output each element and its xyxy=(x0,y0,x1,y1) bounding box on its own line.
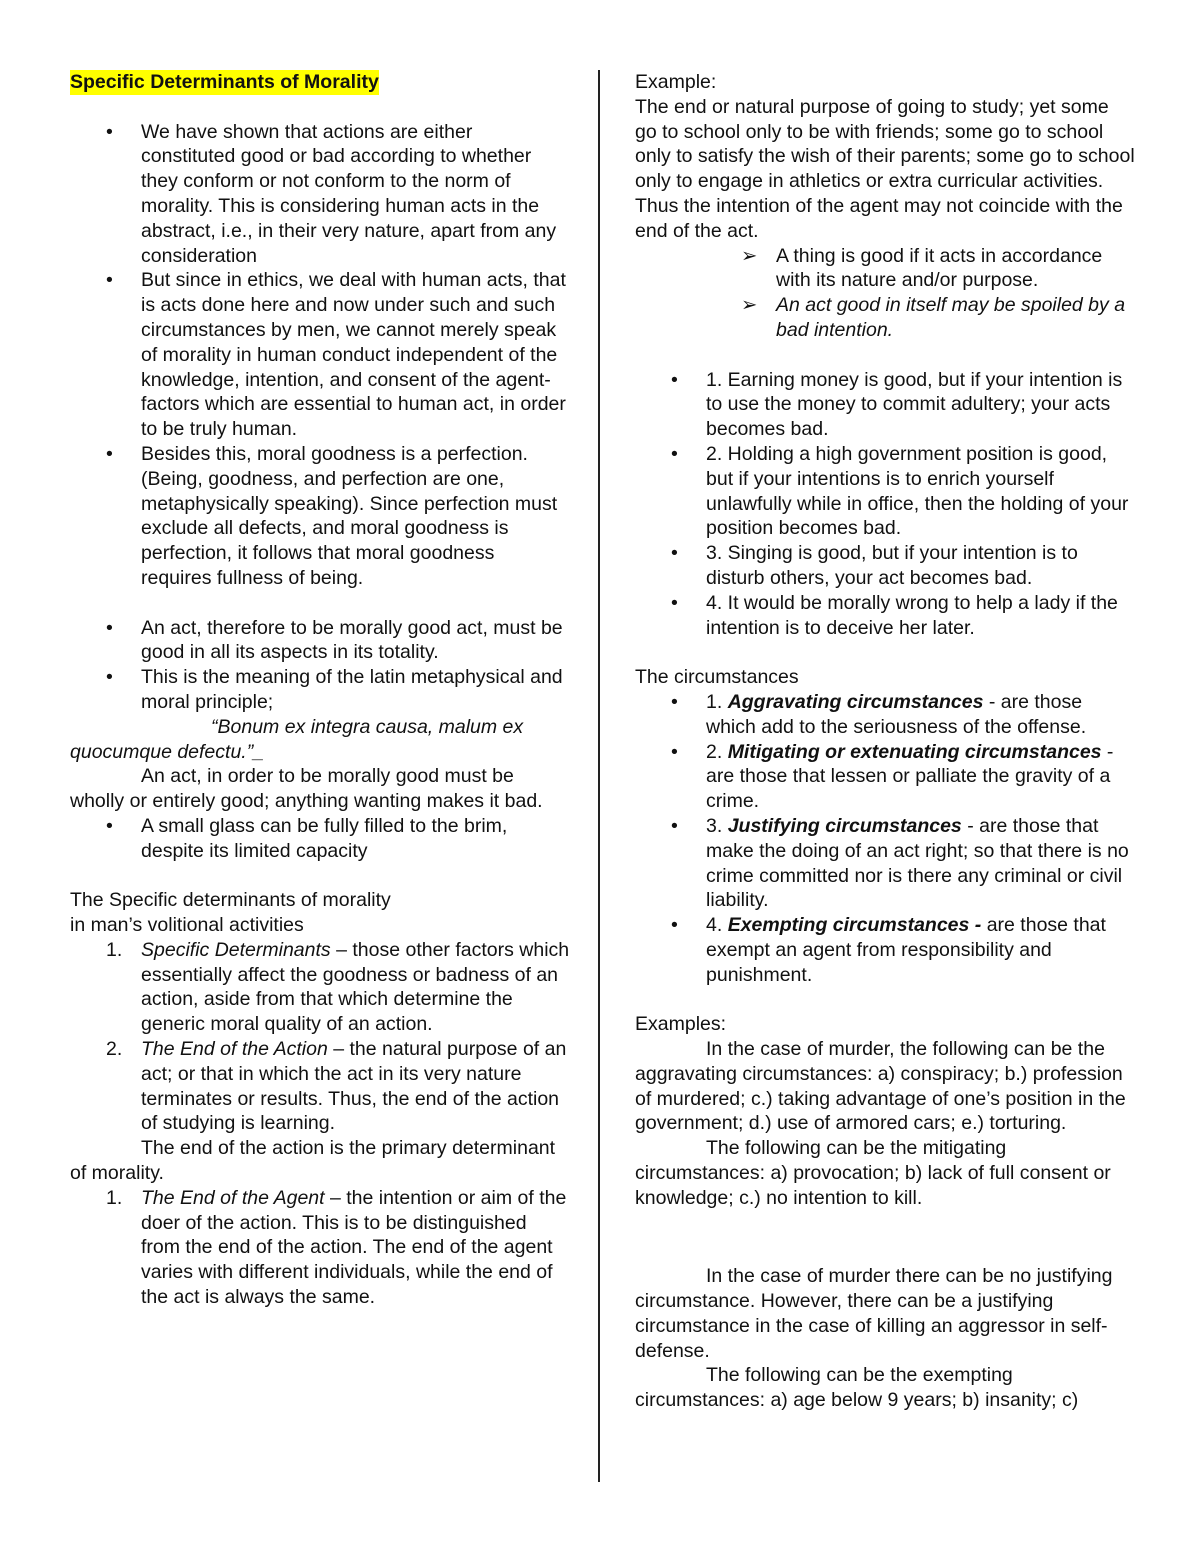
bullet-icon: • xyxy=(671,914,678,937)
arrow-list xyxy=(635,244,1135,343)
aggravating-example: In the case of murder, the following can be the aggravating circumstances: a) conspiracy; b.) profession of murdered; c.) taking advantage of one’s position in the government; d.) use of armored cars; e.) torturing. xyxy=(635,1038,1126,1135)
list-item: • This is the meaning of the latin metaphysical and moral principle; xyxy=(106,666,563,713)
bullet-icon: • xyxy=(671,591,678,614)
mitigating-example: The following can be the mitigating circumstances: a) provocation; b) lack of full consent or knowledge; c.) no intention to kill. xyxy=(635,1137,1111,1209)
list-item: • 1. Earning money is good, but if your intention is to use the money to commit adultery; your acts becomes bad. xyxy=(671,368,1123,441)
intro-bullet-list xyxy=(70,120,570,591)
list-item: • But since in ethics, we deal with human acts, that is acts done here and now under such and such circumstances by men, we cannot merely speak of morality in human conduct independent of the knowledge, intention, and consent of the agent- factors which are essential to human act, in order to be truly human. xyxy=(106,269,566,441)
bullet-icon: • xyxy=(671,690,678,713)
example-text: The end or natural purpose of going to study; yet some go to school only to be with friends; some go to school only to satisfy the wish of their parents; some go to school only to engage in athletics or extra curricular activities. Thus the intention of the agent may not coincide with the end of the act. xyxy=(635,95,1135,242)
list-item: • 4. Exempting circumstances - are those that exempt an agent from responsibility and punishment. xyxy=(671,914,1106,986)
primary-determinant-text: The end of the action is the primary determinant of morality. xyxy=(70,1137,556,1185)
left-column xyxy=(70,70,570,1310)
bullet-icon: • xyxy=(106,666,113,689)
column-divider xyxy=(598,70,600,1482)
justifying-example: In the case of murder there can be no justifying circumstance. However, there can be a justifying circumstance in the case of killing an aggressor in self-defense. xyxy=(635,1265,1113,1362)
bullet-icon: • xyxy=(671,740,678,763)
list-item: • 1. Aggravating circumstances - are those which add to the seriousness of the offense. xyxy=(671,690,1087,738)
list-item: • An act, therefore to be morally good act, must be good in all its aspects in its totality. xyxy=(106,616,563,664)
arrow-bullet-icon: ➢ xyxy=(741,294,758,317)
list-item: ➢ An act good in itself may be spoiled by a bad intention. xyxy=(741,294,1126,341)
intention-examples-list xyxy=(635,368,1135,641)
section-subheading: in man’s volitional activities xyxy=(70,914,304,937)
list-item: • A small glass can be fully filled to the brim, despite its limited capacity xyxy=(106,814,508,862)
bullet-icon: • xyxy=(671,814,678,837)
circumstances-list xyxy=(635,690,1135,988)
bullet-icon: • xyxy=(106,814,113,837)
list-item: 2. The End of the Action – the natural purpose of an act; or that in which the act in its very nature terminates or results. Thus, the end of the action of studying is learning. xyxy=(106,1038,567,1135)
list-item: ➢ A thing is good if it acts in accordance with its nature and/or purpose. xyxy=(741,244,1103,292)
list-item: • We have shown that actions are either constituted good or bad according to whether they conform or not conform to the norm of morality. This is considering human acts in the abstract, i.e., in their very nature, apart from any consideration xyxy=(106,120,557,267)
bullet-icon: • xyxy=(106,120,113,143)
bullet-icon: • xyxy=(671,368,678,391)
list-item: • 3. Singing is good, but if your intention is to disturb others, your act becomes bad. xyxy=(671,542,1078,589)
circumstances-heading: The circumstances xyxy=(635,666,799,689)
bullet-icon: • xyxy=(671,542,678,565)
example-label: Example: xyxy=(635,71,717,93)
determinants-list xyxy=(70,938,570,1136)
list-item: 1. The End of the Agent – the intention or aim of the doer of the action. This is to be distinguished from the end of the action. The end of the agent varies with different individuals, while the end of the act is always the same. xyxy=(106,1186,567,1309)
right-column xyxy=(635,70,1135,1413)
conclusion-bullet-list xyxy=(70,616,570,715)
bullet-icon: • xyxy=(106,616,113,639)
page-title: Specific Determinants of Morality xyxy=(70,71,379,93)
bullet-icon: • xyxy=(106,442,113,465)
examples-label: Examples: xyxy=(635,1013,727,1036)
bullet-icon: • xyxy=(671,442,678,465)
list-item: 1. Specific Determinants – those other factors which essentially affect the goodness or badness of an action, aside from that which determine the generic moral quality of an action. xyxy=(106,938,570,1036)
bullet-icon: • xyxy=(106,269,113,292)
list-item: • 2. Holding a high government position is good, but if your intentions is to enrich yourself unlawfully while in office, then the holding of your position becomes bad. xyxy=(671,442,1129,540)
section-heading: The Specific determinants of morality xyxy=(70,889,391,912)
glass-bullet-list xyxy=(70,814,570,864)
latin-quote: “Bonum ex integra causa, malum ex quocumque defectu.”_ xyxy=(70,715,524,763)
list-item: • 3. Justifying circumstances - are those that make the doing of an act right; so that there is no crime committed nor is there any criminal or civil liability. xyxy=(671,814,1129,912)
list-item: • 4. It would be morally wrong to help a lady if the intention is to deceive her later. xyxy=(671,591,1118,639)
exempting-example: The following can be the exempting circumstances: a) age below 9 years; b) insanity; c) xyxy=(635,1364,1079,1412)
list-item: • Besides this, moral goodness is a perfection. (Being, goodness, and perfection are one, metaphysically speaking). Since perfection must exclude all defects, and moral goodness is perfection, it follows that moral goodness requires fullness of being. xyxy=(106,442,558,589)
arrow-bullet-icon: ➢ xyxy=(741,244,758,267)
quote-explanation: An act, in order to be morally good must be wholly or entirely good; anything wanting makes it bad. xyxy=(70,765,543,813)
agent-list xyxy=(70,1186,570,1310)
list-item: • 2. Mitigating or extenuating circumstances - are those that lessen or palliate the gravity of a crime. xyxy=(671,740,1114,813)
